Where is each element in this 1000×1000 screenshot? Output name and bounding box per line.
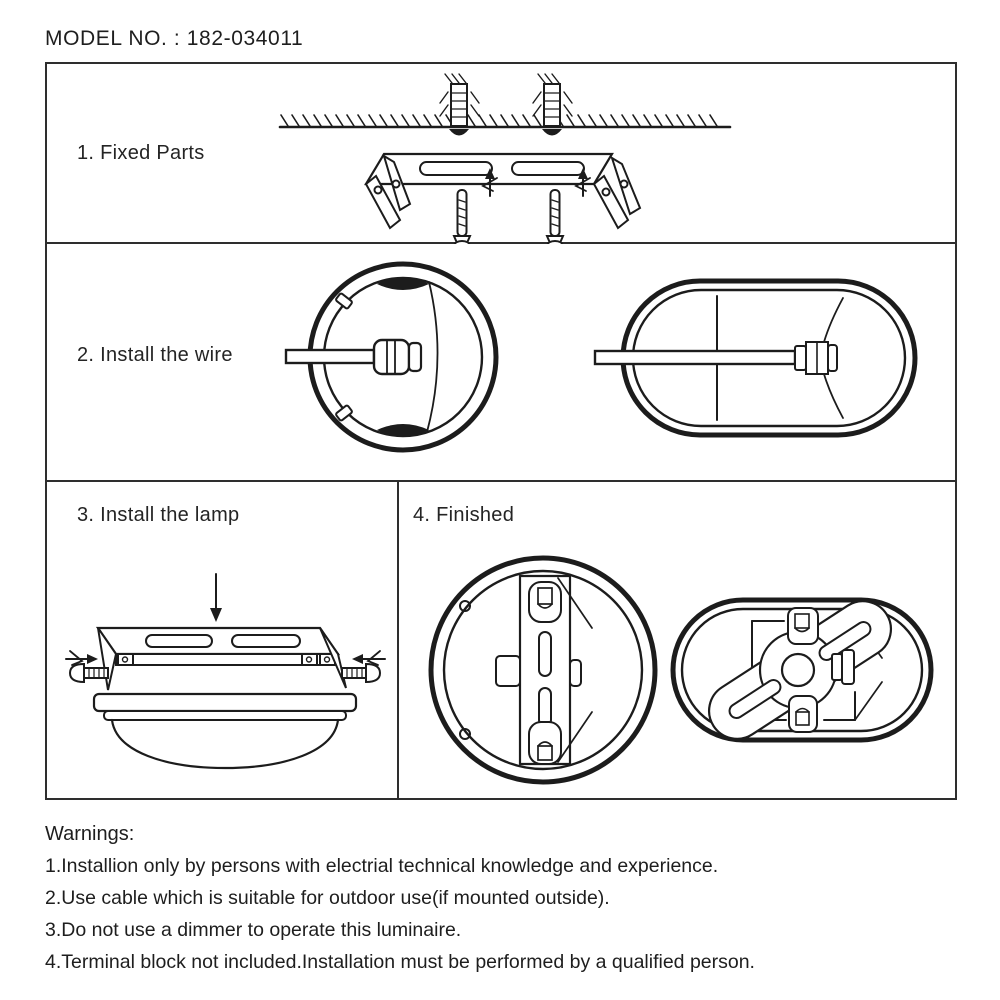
warning-item-3: 3.Do not use a dimmer to operate this luminaire. <box>45 919 462 941</box>
install-lamp-diagram <box>58 560 393 792</box>
install-wire-diagram <box>283 248 933 475</box>
finished-diagram <box>408 548 953 798</box>
warnings-title: Warnings: <box>45 823 135 845</box>
step1-label: 1. Fixed Parts <box>77 142 205 164</box>
side-screw-right <box>342 651 385 682</box>
warnings-section <box>45 818 965 978</box>
round-base <box>286 264 496 450</box>
warning-item-4: 4.Terminal block not included.Installation must be performed by a qualified person. <box>45 951 755 973</box>
ceiling-line <box>280 115 730 127</box>
warning-item-1: 1.Installion only by persons with electrial technical knowledge and experience. <box>45 855 719 877</box>
model-number-title: MODEL NO. : 182-034011 <box>45 27 304 50</box>
finished-oval <box>673 590 931 749</box>
mounting-bracket <box>366 154 640 228</box>
warning-item-2: 2.Use cable which is suitable for outdoor use(if mounted outside). <box>45 887 610 909</box>
oval-base <box>595 281 915 435</box>
lamp-body <box>94 694 356 768</box>
step3-label: 3. Install the lamp <box>77 504 240 526</box>
bracket-top <box>98 628 346 690</box>
step2-label: 2. Install the wire <box>77 344 233 366</box>
fixed-parts-diagram <box>272 72 742 244</box>
push-down-arrow <box>210 574 222 622</box>
step4-label: 4. Finished <box>413 504 515 526</box>
finished-round <box>431 558 655 782</box>
